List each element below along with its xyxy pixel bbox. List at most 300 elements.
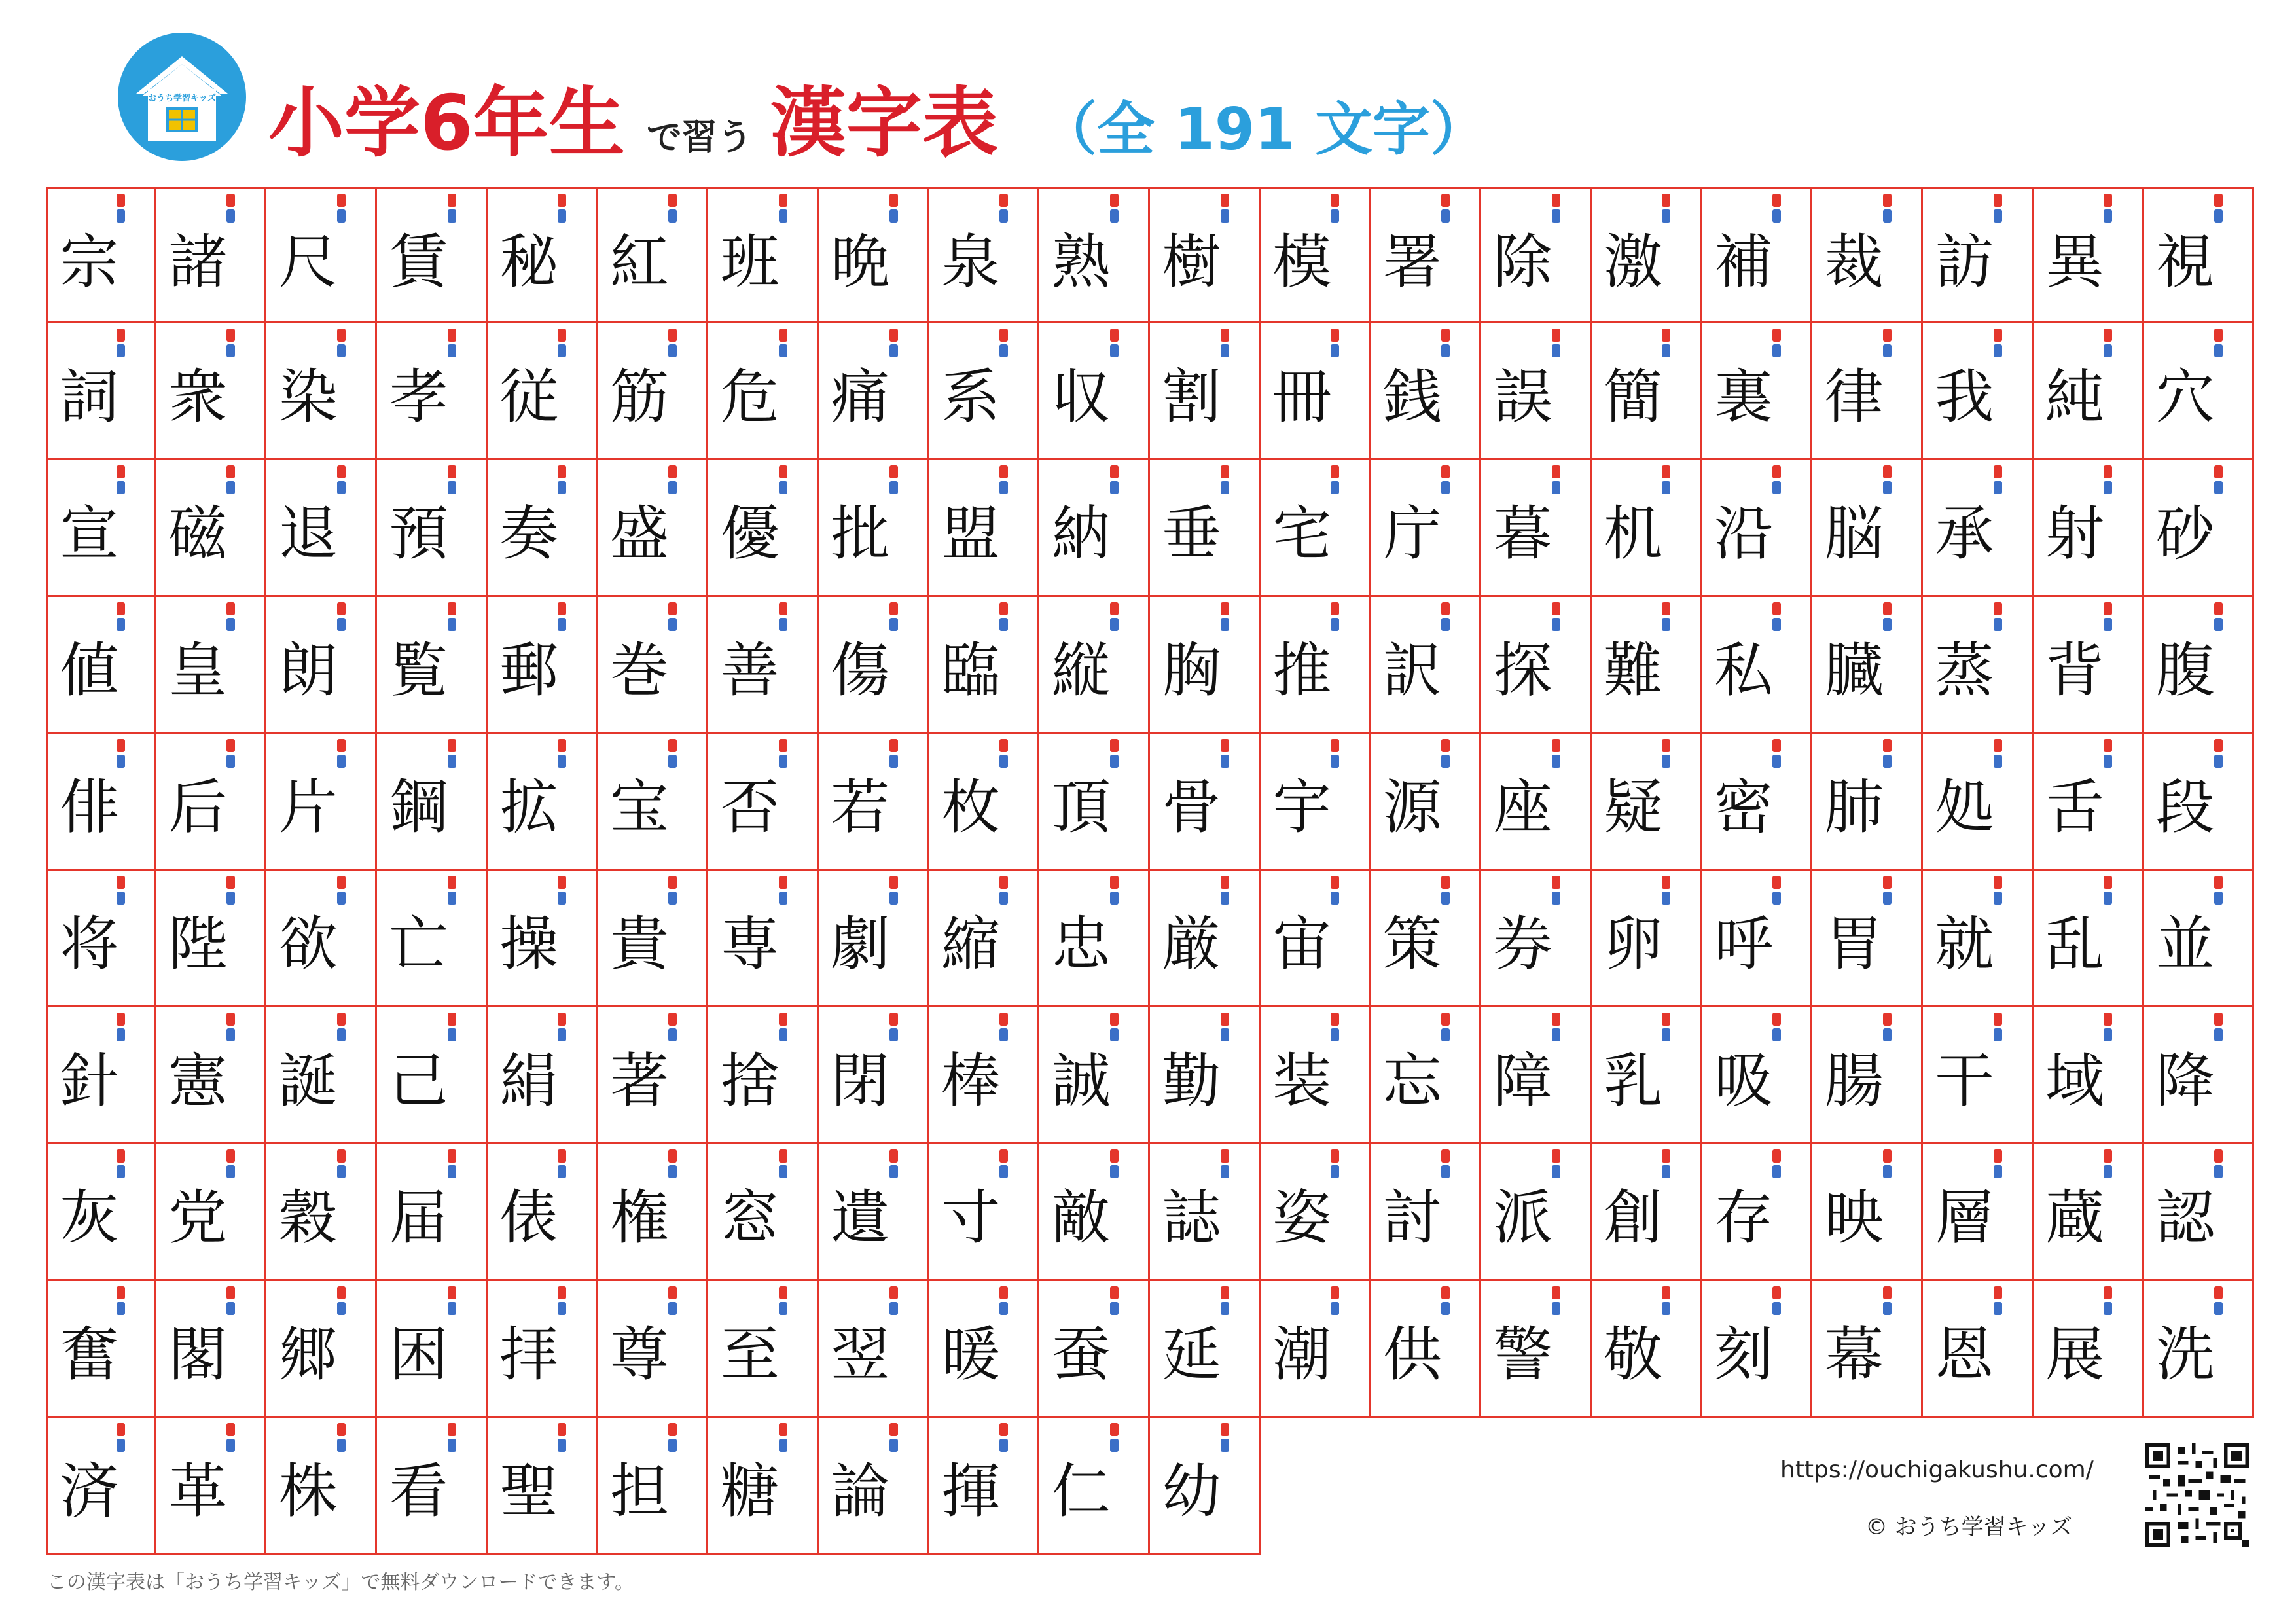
on-reading-badge-icon bbox=[2214, 329, 2223, 342]
logo-text: おうち学習キッズ bbox=[148, 94, 216, 103]
kanji-cell bbox=[266, 597, 377, 734]
kanji-cell bbox=[1261, 1281, 1371, 1418]
kanji-cell bbox=[2034, 187, 2144, 323]
reading-type-badges bbox=[999, 1149, 1009, 1181]
kanji-cell bbox=[1261, 1144, 1371, 1281]
kanji-cell bbox=[377, 187, 488, 323]
kanji-cell bbox=[377, 1144, 488, 1281]
reading-type-badges bbox=[1221, 1013, 1230, 1044]
kun-reading-badge-icon bbox=[1552, 344, 1560, 357]
kanji-cell bbox=[1481, 871, 1592, 1007]
kanji-cell bbox=[488, 1418, 598, 1555]
reading-type-badges bbox=[1772, 1149, 1782, 1181]
kanji-cell bbox=[488, 323, 598, 460]
reading-type-badges bbox=[117, 602, 126, 634]
kanji-cell bbox=[929, 734, 1040, 871]
kanji-character: 砂 bbox=[2155, 499, 2215, 568]
kun-reading-badge-icon bbox=[558, 1028, 566, 1041]
on-reading-badge-icon bbox=[999, 194, 1008, 207]
kun-reading-badge-icon bbox=[226, 1439, 235, 1452]
kanji-cell bbox=[2144, 187, 2254, 323]
on-reading-badge-icon bbox=[337, 1149, 346, 1163]
on-reading-badge-icon bbox=[1662, 194, 1670, 207]
on-reading-badge-icon bbox=[558, 465, 566, 478]
on-reading-badge-icon bbox=[779, 1013, 787, 1026]
kun-reading-badge-icon bbox=[1662, 481, 1670, 494]
kun-reading-badge-icon bbox=[117, 344, 125, 357]
on-reading-badge-icon bbox=[2104, 602, 2112, 615]
kanji-character: 骨 bbox=[1162, 773, 1221, 842]
kun-reading-badge-icon bbox=[337, 344, 346, 357]
kanji-character: 著 bbox=[610, 1047, 669, 1115]
kun-reading-badge-icon bbox=[2214, 892, 2223, 905]
kun-reading-badge-icon bbox=[889, 209, 898, 223]
kanji-cell bbox=[266, 734, 377, 871]
kanji-character: 諸 bbox=[168, 228, 228, 297]
reading-type-badges bbox=[2104, 1149, 2113, 1181]
kanji-cell bbox=[1150, 460, 1261, 597]
kun-reading-badge-icon bbox=[337, 1302, 346, 1315]
kanji-character: 洗 bbox=[2155, 1320, 2215, 1389]
kanji-character: 源 bbox=[1382, 773, 1442, 842]
kanji-cell bbox=[488, 734, 598, 871]
site-url[interactable]: https://ouchigakushu.com/ bbox=[1780, 1456, 2094, 1483]
kanji-cell bbox=[819, 597, 929, 734]
kun-reading-badge-icon bbox=[226, 1028, 235, 1041]
kanji-character: 座 bbox=[1493, 773, 1552, 842]
on-reading-badge-icon bbox=[668, 602, 677, 615]
kanji-cell bbox=[1039, 460, 1150, 597]
on-reading-badge-icon bbox=[1221, 876, 1229, 889]
on-reading-badge-icon bbox=[1552, 465, 1560, 478]
reading-type-badges bbox=[558, 1286, 567, 1318]
kanji-cell bbox=[1481, 323, 1592, 460]
on-reading-badge-icon bbox=[558, 1286, 566, 1299]
kanji-character: 射 bbox=[2045, 499, 2105, 568]
on-reading-badge-icon bbox=[1883, 465, 1892, 478]
kanji-cell bbox=[1371, 323, 1481, 460]
kanji-cell bbox=[1592, 187, 1702, 323]
on-reading-badge-icon bbox=[1552, 739, 1560, 752]
kanji-cell bbox=[266, 1007, 377, 1144]
reading-type-badges bbox=[558, 739, 567, 770]
reading-type-badges bbox=[1441, 602, 1450, 634]
on-reading-badge-icon bbox=[1772, 465, 1781, 478]
kun-reading-badge-icon bbox=[1883, 481, 1892, 494]
on-reading-badge-icon bbox=[889, 194, 898, 207]
kun-reading-badge-icon bbox=[337, 1165, 346, 1178]
kun-reading-badge-icon bbox=[1441, 1165, 1450, 1178]
on-reading-badge-icon bbox=[558, 329, 566, 342]
kanji-cell bbox=[2144, 323, 2254, 460]
kanji-cell bbox=[1261, 734, 1371, 871]
reading-type-badges bbox=[2214, 1149, 2223, 1181]
on-reading-badge-icon bbox=[1110, 1286, 1119, 1299]
reading-type-badges bbox=[1883, 602, 1892, 634]
kanji-cell bbox=[1371, 1144, 1481, 1281]
reading-type-badges bbox=[2104, 1013, 2113, 1044]
kanji-character: 穀 bbox=[278, 1183, 338, 1252]
kanji-character: 至 bbox=[720, 1320, 780, 1389]
on-reading-badge-icon bbox=[999, 876, 1008, 889]
kun-reading-badge-icon bbox=[1221, 618, 1229, 631]
on-reading-badge-icon bbox=[889, 876, 898, 889]
kanji-character: 潮 bbox=[1272, 1320, 1332, 1389]
reading-type-badges bbox=[448, 1286, 457, 1318]
reading-type-badges bbox=[1331, 194, 1340, 225]
kanji-character: 忘 bbox=[1382, 1047, 1442, 1115]
reading-type-badges bbox=[1441, 739, 1450, 770]
on-reading-badge-icon bbox=[1441, 1013, 1450, 1026]
kanji-cell bbox=[708, 1144, 819, 1281]
kun-reading-badge-icon bbox=[999, 344, 1008, 357]
kun-reading-badge-icon bbox=[1994, 618, 2002, 631]
kun-reading-badge-icon bbox=[1883, 1302, 1892, 1315]
kun-reading-badge-icon bbox=[226, 618, 235, 631]
kun-reading-badge-icon bbox=[226, 481, 235, 494]
kanji-cell bbox=[929, 597, 1040, 734]
on-reading-badge-icon bbox=[1110, 602, 1119, 615]
kanji-cell bbox=[1812, 597, 1923, 734]
kun-reading-badge-icon bbox=[226, 1165, 235, 1178]
reading-type-badges bbox=[2104, 876, 2113, 907]
kanji-cell bbox=[819, 1281, 929, 1418]
kanji-cell bbox=[156, 323, 267, 460]
kun-reading-badge-icon bbox=[1331, 481, 1339, 494]
on-reading-badge-icon bbox=[2214, 1149, 2223, 1163]
on-reading-badge-icon bbox=[1221, 602, 1229, 615]
kanji-character: 激 bbox=[1604, 228, 1663, 297]
reading-type-badges bbox=[668, 602, 677, 634]
on-reading-badge-icon bbox=[999, 1286, 1008, 1299]
kun-reading-badge-icon bbox=[448, 1439, 456, 1452]
kun-reading-badge-icon bbox=[2104, 481, 2112, 494]
on-reading-badge-icon bbox=[2104, 1013, 2112, 1026]
on-reading-badge-icon bbox=[1552, 194, 1560, 207]
kanji-character: 針 bbox=[60, 1047, 119, 1115]
kanji-cell bbox=[488, 187, 598, 323]
reading-type-badges bbox=[1772, 194, 1782, 225]
reading-type-badges bbox=[1441, 876, 1450, 907]
kanji-cell bbox=[377, 323, 488, 460]
kanji-character: 肺 bbox=[1824, 773, 1884, 842]
on-reading-badge-icon bbox=[448, 1423, 456, 1436]
reading-type-badges bbox=[1772, 329, 1782, 360]
kanji-cell bbox=[1812, 1144, 1923, 1281]
kanji-character: 仁 bbox=[1051, 1457, 1111, 1526]
kanji-character: 株 bbox=[278, 1457, 338, 1526]
kanji-character: 危 bbox=[720, 363, 780, 431]
kanji-character: 染 bbox=[278, 363, 338, 431]
kanji-character: 孝 bbox=[389, 363, 448, 431]
kun-reading-badge-icon bbox=[1662, 1302, 1670, 1315]
header bbox=[0, 0, 2296, 177]
on-reading-badge-icon bbox=[558, 1149, 566, 1163]
reading-type-badges bbox=[226, 876, 236, 907]
kanji-character: 幼 bbox=[1162, 1457, 1221, 1526]
kanji-character: 宣 bbox=[60, 499, 119, 568]
reading-type-badges bbox=[1331, 739, 1340, 770]
reading-type-badges bbox=[1552, 194, 1561, 225]
on-reading-badge-icon bbox=[1110, 739, 1119, 752]
kanji-cell bbox=[377, 871, 488, 1007]
kanji-character: 泉 bbox=[941, 228, 1001, 297]
kun-reading-badge-icon bbox=[1221, 755, 1229, 768]
kun-reading-badge-icon bbox=[1221, 1302, 1229, 1315]
kun-reading-badge-icon bbox=[2214, 755, 2223, 768]
kanji-cell bbox=[266, 871, 377, 1007]
kun-reading-badge-icon bbox=[1662, 892, 1670, 905]
on-reading-badge-icon bbox=[779, 1286, 787, 1299]
kanji-cell bbox=[598, 734, 709, 871]
kun-reading-badge-icon bbox=[1221, 209, 1229, 223]
reading-type-badges bbox=[558, 602, 567, 634]
on-reading-badge-icon bbox=[2214, 465, 2223, 478]
reading-type-badges bbox=[117, 1013, 126, 1044]
kanji-cell bbox=[2144, 734, 2254, 871]
kun-reading-badge-icon bbox=[558, 892, 566, 905]
kanji-cell bbox=[46, 1144, 156, 1281]
reading-type-badges bbox=[1441, 1286, 1450, 1318]
kun-reading-badge-icon bbox=[1994, 1028, 2002, 1041]
kanji-character: 降 bbox=[2155, 1047, 2215, 1115]
kun-reading-badge-icon bbox=[337, 1028, 346, 1041]
reading-type-badges bbox=[668, 329, 677, 360]
kanji-character: 庁 bbox=[1382, 499, 1442, 568]
reading-type-badges bbox=[1662, 1149, 1671, 1181]
kanji-cell bbox=[377, 460, 488, 597]
on-reading-badge-icon bbox=[668, 465, 677, 478]
reading-type-badges bbox=[337, 739, 346, 770]
kun-reading-badge-icon bbox=[1883, 755, 1892, 768]
reading-type-badges bbox=[1662, 602, 1671, 634]
kanji-character: 敵 bbox=[1051, 1183, 1111, 1252]
reading-type-badges bbox=[889, 1423, 899, 1454]
kanji-cell bbox=[708, 1281, 819, 1418]
kanji-cell bbox=[1923, 734, 2034, 871]
reading-type-badges bbox=[117, 1149, 126, 1181]
reading-type-badges bbox=[1994, 329, 2003, 360]
on-reading-badge-icon bbox=[448, 329, 456, 342]
kun-reading-badge-icon bbox=[1110, 618, 1119, 631]
reading-type-badges bbox=[337, 194, 346, 225]
kun-reading-badge-icon bbox=[2214, 1165, 2223, 1178]
reading-type-badges bbox=[1221, 1423, 1230, 1454]
kanji-character: 論 bbox=[831, 1457, 890, 1526]
reading-type-badges bbox=[1441, 1013, 1450, 1044]
kanji-character: 盟 bbox=[941, 499, 1001, 568]
kanji-cell bbox=[1261, 871, 1371, 1007]
reading-type-badges bbox=[1994, 739, 2003, 770]
on-reading-badge-icon bbox=[1331, 1013, 1339, 1026]
kanji-cell bbox=[1039, 323, 1150, 460]
on-reading-badge-icon bbox=[999, 739, 1008, 752]
on-reading-badge-icon bbox=[226, 1286, 235, 1299]
kun-reading-badge-icon bbox=[889, 1028, 898, 1041]
kanji-character: 暮 bbox=[1493, 499, 1552, 568]
kun-reading-badge-icon bbox=[1883, 892, 1892, 905]
kanji-character: 棒 bbox=[941, 1047, 1001, 1115]
reading-type-badges bbox=[117, 1423, 126, 1454]
kanji-cell bbox=[819, 460, 929, 597]
reading-type-badges bbox=[668, 1423, 677, 1454]
kun-reading-badge-icon bbox=[1772, 481, 1781, 494]
on-reading-badge-icon bbox=[889, 329, 898, 342]
reading-type-badges bbox=[558, 329, 567, 360]
kun-reading-badge-icon bbox=[889, 481, 898, 494]
kun-reading-badge-icon bbox=[337, 892, 346, 905]
on-reading-badge-icon bbox=[1221, 1423, 1229, 1436]
kun-reading-badge-icon bbox=[668, 618, 677, 631]
on-reading-badge-icon bbox=[779, 465, 787, 478]
kanji-character: 誌 bbox=[1162, 1183, 1221, 1252]
kanji-cell bbox=[1812, 1007, 1923, 1144]
kanji-cell bbox=[2144, 597, 2254, 734]
kanji-character: 我 bbox=[1935, 363, 1994, 431]
on-reading-badge-icon bbox=[1331, 739, 1339, 752]
kun-reading-badge-icon bbox=[558, 481, 566, 494]
kanji-cell bbox=[2034, 1007, 2144, 1144]
kun-reading-badge-icon bbox=[448, 1302, 456, 1315]
on-reading-badge-icon bbox=[1662, 465, 1670, 478]
kanji-character: 縦 bbox=[1051, 636, 1111, 705]
on-reading-badge-icon bbox=[1110, 329, 1119, 342]
kanji-cell bbox=[708, 734, 819, 871]
on-reading-badge-icon bbox=[779, 1149, 787, 1163]
kun-reading-badge-icon bbox=[889, 1165, 898, 1178]
kun-reading-badge-icon bbox=[668, 1165, 677, 1178]
on-reading-badge-icon bbox=[1331, 876, 1339, 889]
reading-type-badges bbox=[889, 1013, 899, 1044]
on-reading-badge-icon bbox=[889, 1423, 898, 1436]
reading-type-badges bbox=[779, 1423, 788, 1454]
reading-type-badges bbox=[2104, 465, 2113, 497]
kanji-cell bbox=[266, 1144, 377, 1281]
kun-reading-badge-icon bbox=[1552, 755, 1560, 768]
kun-reading-badge-icon bbox=[558, 344, 566, 357]
on-reading-badge-icon bbox=[999, 1423, 1008, 1436]
kanji-character: 捨 bbox=[720, 1047, 780, 1115]
kanji-cell bbox=[1702, 460, 1813, 597]
kun-reading-badge-icon bbox=[1883, 1165, 1892, 1178]
kanji-character: 乳 bbox=[1604, 1047, 1663, 1115]
on-reading-badge-icon bbox=[2214, 194, 2223, 207]
on-reading-badge-icon bbox=[117, 876, 125, 889]
kanji-character: 存 bbox=[1714, 1183, 1773, 1252]
kanji-character: 姿 bbox=[1272, 1183, 1332, 1252]
on-reading-badge-icon bbox=[226, 1013, 235, 1026]
reading-type-badges bbox=[1221, 329, 1230, 360]
kun-reading-badge-icon bbox=[2104, 1302, 2112, 1315]
kanji-cell bbox=[598, 1144, 709, 1281]
reading-type-badges bbox=[2214, 876, 2223, 907]
kanji-character: 呼 bbox=[1714, 910, 1773, 979]
kun-reading-badge-icon bbox=[1110, 1028, 1119, 1041]
on-reading-badge-icon bbox=[1110, 1423, 1119, 1436]
kun-reading-badge-icon bbox=[1772, 1165, 1781, 1178]
reading-type-badges bbox=[1221, 1149, 1230, 1181]
kun-reading-badge-icon bbox=[1662, 1165, 1670, 1178]
kanji-cell bbox=[1702, 323, 1813, 460]
kun-reading-badge-icon bbox=[1221, 1028, 1229, 1041]
on-reading-badge-icon bbox=[226, 602, 235, 615]
kanji-cell bbox=[929, 1144, 1040, 1281]
on-reading-badge-icon bbox=[1110, 194, 1119, 207]
reading-type-badges bbox=[999, 1423, 1009, 1454]
kun-reading-badge-icon bbox=[1441, 755, 1450, 768]
reading-type-badges bbox=[448, 1423, 457, 1454]
kanji-character: 傷 bbox=[831, 636, 890, 705]
reading-type-badges bbox=[337, 1013, 346, 1044]
reading-type-badges bbox=[1772, 876, 1782, 907]
on-reading-badge-icon bbox=[226, 1423, 235, 1436]
on-reading-badge-icon bbox=[117, 602, 125, 615]
kanji-cell bbox=[266, 1281, 377, 1418]
download-notice: この漢字表は「おうち学習キッズ」で無料ダウンロードできます。 bbox=[47, 1571, 634, 1594]
kanji-character: 閣 bbox=[168, 1320, 228, 1389]
kanji-character: 納 bbox=[1051, 499, 1111, 568]
reading-type-badges bbox=[779, 739, 788, 770]
reading-type-badges bbox=[1441, 465, 1450, 497]
kanji-character: 冊 bbox=[1272, 363, 1332, 431]
kun-reading-badge-icon bbox=[1772, 1028, 1781, 1041]
kanji-character: 干 bbox=[1935, 1047, 1994, 1115]
on-reading-badge-icon bbox=[889, 602, 898, 615]
on-reading-badge-icon bbox=[1994, 465, 2002, 478]
kanji-character: 難 bbox=[1604, 636, 1663, 705]
kanji-character: 陛 bbox=[168, 910, 228, 979]
kanji-character: 己 bbox=[389, 1047, 448, 1115]
kanji-character: 寸 bbox=[941, 1183, 1001, 1252]
reading-type-badges bbox=[1662, 465, 1671, 497]
kanji-cell bbox=[1371, 597, 1481, 734]
on-reading-badge-icon bbox=[448, 876, 456, 889]
kun-reading-badge-icon bbox=[1772, 892, 1781, 905]
kanji-character: 私 bbox=[1714, 636, 1773, 705]
reading-type-badges bbox=[1994, 1149, 2003, 1181]
reading-type-badges bbox=[1662, 1286, 1671, 1318]
kanji-cell bbox=[266, 323, 377, 460]
on-reading-badge-icon bbox=[1772, 602, 1781, 615]
kanji-cell bbox=[1592, 734, 1702, 871]
reading-type-badges bbox=[448, 1013, 457, 1044]
kun-reading-badge-icon bbox=[226, 1302, 235, 1315]
kun-reading-badge-icon bbox=[448, 209, 456, 223]
on-reading-badge-icon bbox=[117, 1149, 125, 1163]
kanji-cell bbox=[819, 871, 929, 1007]
reading-type-badges bbox=[226, 602, 236, 634]
on-reading-badge-icon bbox=[2214, 739, 2223, 752]
kun-reading-badge-icon bbox=[1441, 892, 1450, 905]
on-reading-badge-icon bbox=[1552, 1149, 1560, 1163]
reading-type-badges bbox=[1994, 602, 2003, 634]
kanji-character: 貴 bbox=[610, 910, 669, 979]
kanji-character: 臨 bbox=[941, 636, 1001, 705]
kun-reading-badge-icon bbox=[117, 1439, 125, 1452]
on-reading-badge-icon bbox=[558, 739, 566, 752]
reading-type-badges bbox=[226, 194, 236, 225]
on-reading-badge-icon bbox=[117, 1286, 125, 1299]
kun-reading-badge-icon bbox=[1994, 344, 2002, 357]
kanji-character: 吸 bbox=[1714, 1047, 1773, 1115]
reading-type-badges bbox=[448, 1149, 457, 1181]
kun-reading-badge-icon bbox=[337, 1439, 346, 1452]
kanji-character: 俵 bbox=[499, 1183, 559, 1252]
reading-type-badges bbox=[779, 465, 788, 497]
reading-type-badges bbox=[1221, 1286, 1230, 1318]
reading-type-badges bbox=[558, 1423, 567, 1454]
on-reading-badge-icon bbox=[558, 1013, 566, 1026]
